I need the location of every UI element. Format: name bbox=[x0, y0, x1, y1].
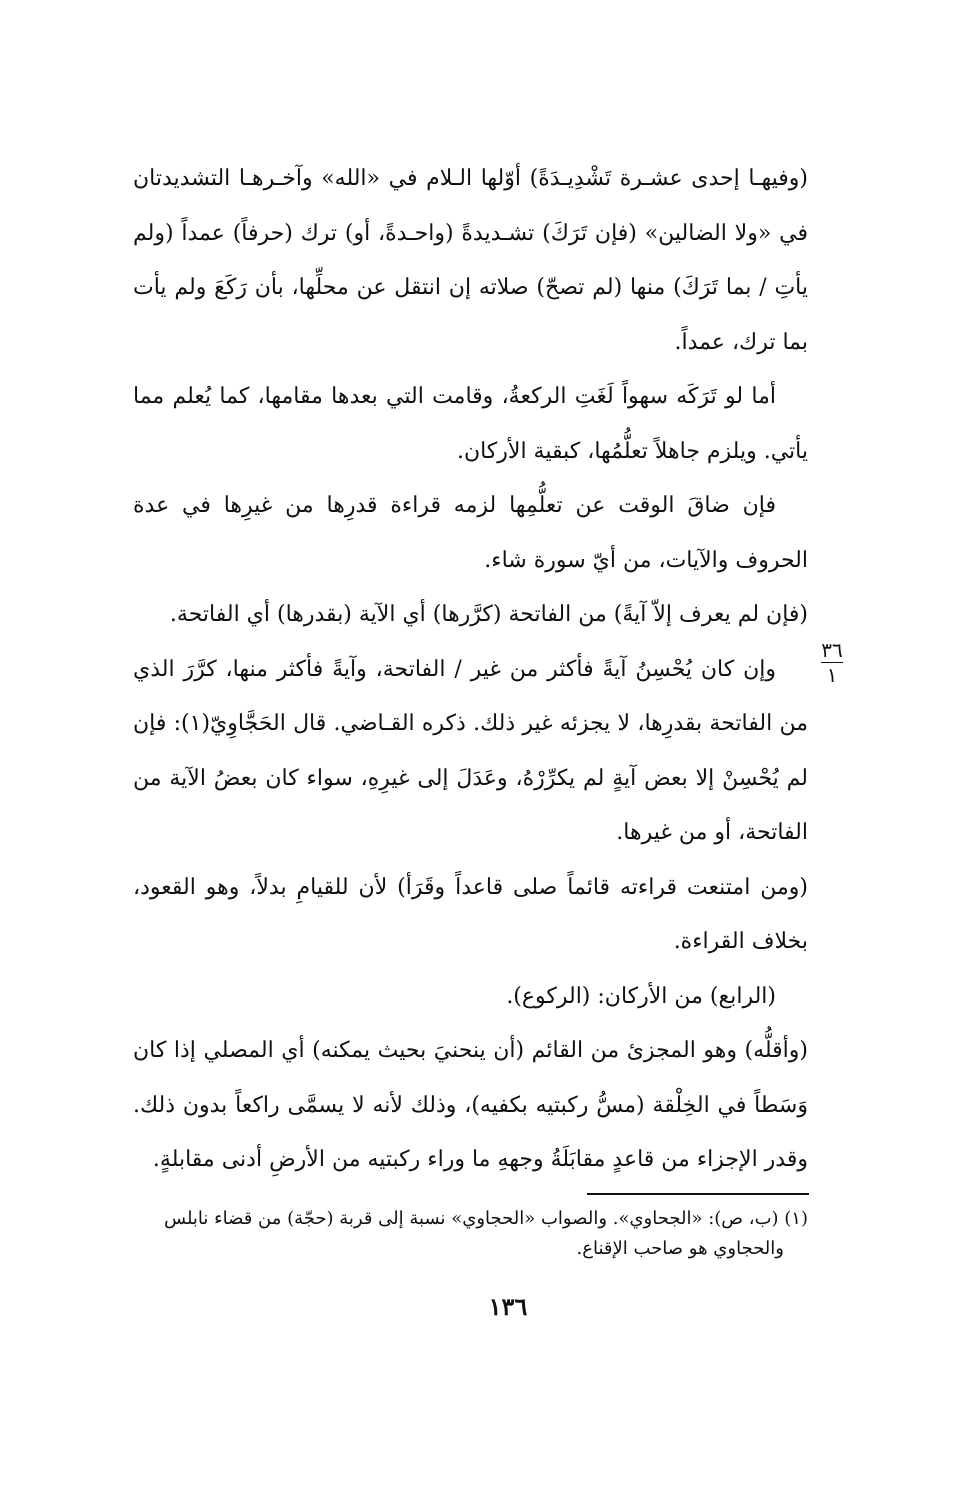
footnote-line-2: والحجاوي هو صاحب الإقناع. bbox=[576, 1238, 784, 1259]
page-number: ١٣٦ bbox=[488, 1292, 528, 1321]
paragraph-4: (فإن لم يعرف إلاّ آيةً) من الفاتحة (كرَّرها) أي الآية (بقدرها) أي الفاتحة. bbox=[169, 602, 808, 627]
paragraph-6: (ومن امتنعت قراءته قائماً صلى قاعداً وقَرَأ) لأن للقيامِ بدلاً، وهو القعود، بخلاف القراءة. bbox=[133, 874, 809, 954]
main-text bbox=[133, 152, 808, 1188]
folio-number: ٣٦ bbox=[821, 638, 843, 662]
paragraph-2: أما لو تَرَكَه سهواً لَغَتِ الركعةُ، وقامت التي بعدها مقامها، كما يُعلم مما يأتي. ويلزم جاهلاً تعلُّمُها، كبقية الأركان. bbox=[133, 384, 808, 464]
paragraph-7: (الرابع) من الأركان: (الركوع). bbox=[506, 983, 776, 1009]
footnote-line-1: (١) (ب، ص): «الجحاوي». والصواب «الحجاوي» نسبة إلى قربة (حجّة) من قضاء نابلس bbox=[164, 1208, 808, 1229]
manuscript-folio-marker bbox=[818, 640, 846, 685]
folio-side: ١ bbox=[826, 663, 838, 687]
footnote-separator bbox=[587, 1193, 809, 1195]
paragraph-8: (وأقلُّه) وهو المجزئ من القائم (أن ينحنيَ بحيث يمكنه) أي المصلي إذا كان وَسَطاً في الخِلْقة (مسُّ ركبتيه بكفيه)، وذلك لأنه لا يسمَّى راكعاً بدون ذلك. وقدر الإجزاء من قاعدٍ مقابَلَةُ وجههِ ما وراء ركبتيه من الأرضِ أدنى مقابلةٍ. bbox=[133, 1038, 808, 1172]
footnote bbox=[133, 1204, 808, 1264]
paragraph-5: وإن كان يُحْسِنُ آيةً فأكثر من غير / الفاتحة، وآيةً فأكثر منها، كرَّرَ الذي من الفاتحة بقدرِها، لا يجزئه غير ذلك. ذكره القـاضي. قال الحَجَّاوِيّ(١): فإن لم يُحْسِنْ إلا بعض آيةٍ لم يكرِّرْهُ، وعَدَلَ إلى غيرِهِ، سواء كان بعضُ الآية من الفاتحة، أو من غيرها. bbox=[133, 656, 808, 845]
paragraph-1: (وفيهـا إحدى عشـرة تَشْدِيـدَةً) أوّلها الـلام في «الله» وآخـرهـا التشديدتان في «ولا الضالين» (فإن تَرَكَ) تشـديدةً (واحـدةً، أو) ترك (حرفاً) عمداً (ولم يأتِ / بما تَرَكَ) منها (لم تصحّ) صلاته إن انتقل عن محلِّها، بأن رَكَعَ ولم يأت بما ترك، عمداً. bbox=[133, 166, 808, 355]
paragraph-3: فإن ضاقَ الوقت عن تعلُّمِها لزمه قراءة قدرِها من غيرِها في عدة الحروف والآيات، من أيّ سورة شاء. bbox=[133, 493, 808, 573]
